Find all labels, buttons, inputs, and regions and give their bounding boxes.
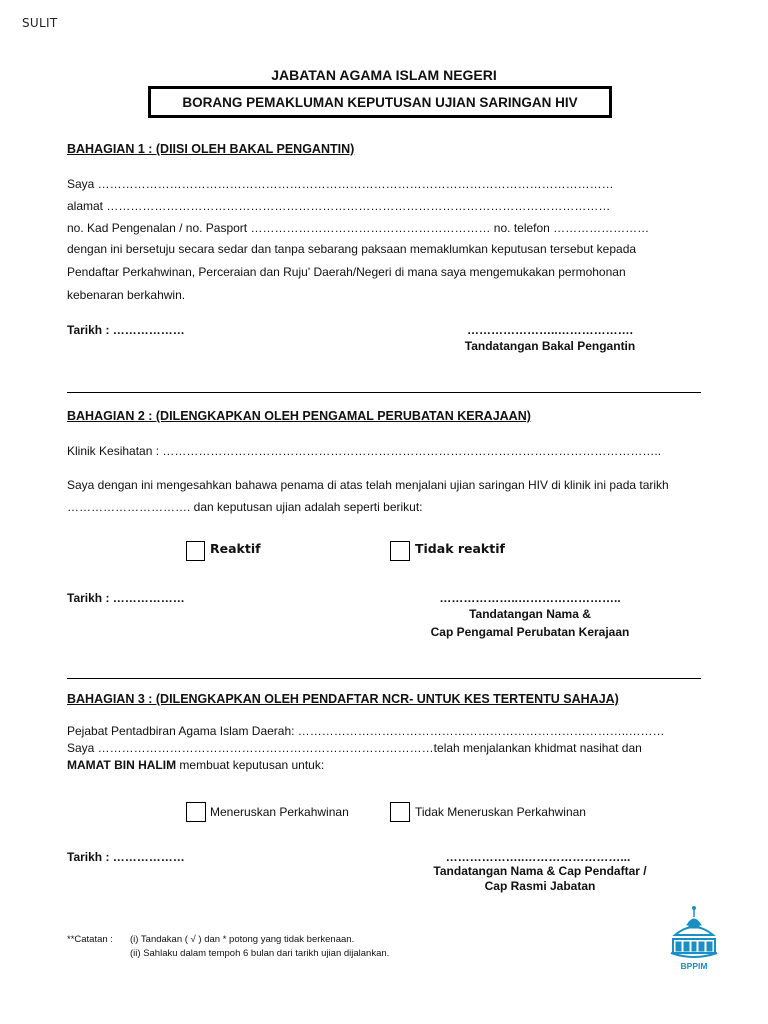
non-reactive-label: Tidak reaktif: [415, 541, 505, 556]
discontinue-marriage-checkbox[interactable]: [390, 802, 410, 822]
applicant-name: MAMAT BIN HALIM: [67, 758, 177, 772]
non-reactive-checkbox[interactable]: [390, 541, 410, 561]
logo-caption: BPPIM: [680, 961, 708, 971]
clinic-field-line: Klinik Kesihatan : ……………………………………………………………………………………………………………..: [67, 444, 662, 458]
form-title: BORANG PEMAKLUMAN KEPUTUSAN UJIAN SARINGAN HIV: [182, 94, 578, 110]
discontinue-marriage-label: Tidak Meneruskan Perkahwinan: [415, 805, 586, 819]
section2-signature-label2: Cap Pengamal Perubatan Kerajaan: [430, 625, 630, 639]
consent-text-line3: kebenaran berkahwin.: [67, 288, 186, 302]
section2-signature-line: ………………..……………………..: [439, 591, 621, 605]
section3-signature-line: ………………..……………………...: [445, 850, 631, 864]
section2-date-field: Tarikh : ………………: [67, 591, 185, 605]
decision-text: [67, 758, 324, 772]
consent-text-line2: Pendaftar Perkahwinan, Perceraian dan Ruju' Daerah/Negeri di mana saya mengemukakan permohonan: [67, 265, 626, 279]
section3-date-field: Tarikh : ………………: [67, 850, 185, 864]
confirmation-text-line2: …………………………. dan keputusan ujian adalah seperti berikut:: [67, 500, 423, 514]
section2-heading: BAHAGIAN 2 : (DILENGKAPKAN OLEH PENGAMAL PERUBATAN KERAJAAN): [67, 409, 531, 423]
reactive-checkbox[interactable]: [186, 541, 205, 561]
classification-label: SULIT: [22, 16, 58, 30]
reactive-label: Reaktif: [210, 541, 261, 556]
decision-text-tail: membuat keputusan untuk:: [176, 758, 325, 772]
note-item-1: (i) Tandakan ( √ ) dan * potong yang tidak berkenaan.: [130, 934, 355, 945]
section1-date-field: Tarikh : ………………: [67, 323, 185, 337]
office-field-line: Pejabat Pentadbiran Agama Islam Daerah: ………………………………………………………………………..………: [67, 724, 665, 738]
section1-signature-label: Tandatangan Bakal Pengantin: [464, 339, 636, 353]
section-divider: [67, 678, 701, 679]
continue-marriage-checkbox[interactable]: [186, 802, 206, 822]
section-divider: [67, 392, 701, 393]
section2-signature-label1: Tandatangan Nama &: [469, 607, 591, 621]
department-title: JABATAN AGAMA ISLAM NEGERI: [271, 67, 497, 83]
ic-phone-field-line: no. Kad Pengenalan / no. Pasport …………………………………………………… no. telefon ……………………: [67, 221, 650, 235]
form-title-box: [148, 86, 612, 118]
counsellor-field-line: Saya …………………………………………………………………………telah menjalankan khidmat nasihat dan: [67, 741, 642, 755]
name-field-line: Saya …………………………………………………………………………………………………………………: [67, 177, 614, 191]
address-field-line: alamat ………………………………………………………………………………………………………………: [67, 199, 611, 213]
notes-label: **Catatan :: [67, 934, 113, 945]
section3-signature-label2: Cap Rasmi Jabatan: [484, 879, 596, 893]
confirmation-text-line1: Saya dengan ini mengesahkan bahawa penama di atas telah menjalani ujian saringan HIV di klinik ini pada tarikh: [67, 478, 669, 492]
section3-heading: BAHAGIAN 3 : (DILENGKAPKAN OLEH PENDAFTAR NCR- UNTUK KES TERTENTU SAHAJA): [67, 692, 619, 706]
section3-signature-label1: Tandatangan Nama & Cap Pendaftar /: [433, 864, 647, 878]
consent-text-line1: dengan ini bersetuju secara sedar dan tanpa sebarang paksaan memaklumkan keputusan tersebut kepada: [67, 242, 637, 256]
note-item-2: (ii) Sahlaku dalam tempoh 6 bulan dari tarikh ujian dijalankan.: [130, 948, 390, 959]
section1-heading: BAHAGIAN 1 : (DIISI OLEH BAKAL PENGANTIN): [67, 142, 355, 156]
continue-marriage-label: Meneruskan Perkahwinan: [210, 805, 349, 819]
section1-signature-line: …………………..……………….: [466, 323, 633, 337]
institution-emblem-icon: [667, 905, 721, 971]
